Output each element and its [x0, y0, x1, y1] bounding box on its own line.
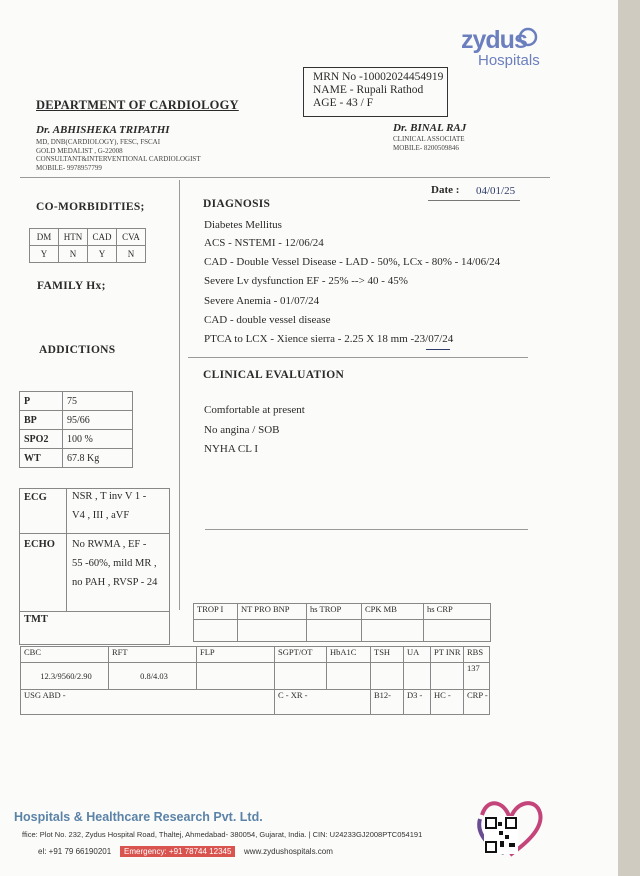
comorbidities-title: CO-MORBIDITIES;	[36, 201, 145, 213]
doctor2-designation: CLINICAL ASSOCIATE	[393, 135, 465, 143]
cm-value-cad: Y	[88, 246, 117, 263]
date-ink-underline	[426, 349, 450, 350]
crp-cell: CRP -	[464, 690, 490, 715]
ua-header: UA	[404, 647, 431, 663]
comorbidities-table	[29, 228, 146, 263]
comorbidities-value-row	[30, 246, 146, 263]
diagnosis-line: Diabetes Mellitus	[204, 219, 282, 231]
hc-cell: HC -	[431, 690, 464, 715]
cm-header-dm: DM	[30, 229, 59, 246]
usg-abd-cell: USG ABD -	[21, 690, 275, 715]
header-divider	[20, 177, 550, 178]
comorbidities-header-row	[30, 229, 146, 246]
vital-value-bp: 95/66	[63, 411, 133, 430]
doctor1-name: Dr. ABHISHEKA TRIPATHI	[36, 124, 170, 136]
d3-cell: D3 -	[404, 690, 431, 715]
footer-address: ffice: Plot No. 232, Zydus Hospital Road, Thaltej, Ahmedabad- 380054, Gujarat, India. | CIN: U24233GJ2008PTC054191	[22, 830, 423, 839]
footer-website: www.zydushospitals.com	[244, 847, 333, 856]
vital-value-spo2: 100 %	[63, 430, 133, 449]
diagnosis-line: Severe Lv dysfunction EF - 25% --> 40 - 45%	[204, 275, 408, 287]
echo-findings	[72, 535, 157, 592]
brand-logo-sub: Hospitals	[478, 52, 540, 69]
cm-header-cad: CAD	[88, 229, 117, 246]
ecg-divider	[19, 533, 170, 534]
vitals-table	[19, 391, 133, 468]
cm-header-htn: HTN	[59, 229, 88, 246]
trop-i-header: TROP I	[194, 604, 238, 620]
date-underline	[428, 200, 520, 201]
ecg-echo-divider	[66, 488, 67, 612]
hba1c-value	[327, 663, 371, 690]
ecg-label: ECG	[24, 492, 47, 503]
lab-extra-row	[21, 690, 490, 715]
vitals-row	[20, 392, 133, 411]
cbc-value: 12.3/9560/2.90	[21, 663, 109, 690]
vital-key-spo2: SPO2	[20, 430, 63, 449]
column-divider	[179, 180, 180, 610]
cbc-header: CBC	[21, 647, 109, 663]
ua-value	[404, 663, 431, 690]
clinical-line: No angina / SOB	[204, 424, 280, 436]
ecg-findings	[72, 487, 146, 525]
diagnosis-divider	[188, 357, 528, 358]
flp-header: FLP	[197, 647, 275, 663]
cardiac-markers-header-row	[194, 604, 491, 620]
cxr-cell: C - XR -	[275, 690, 371, 715]
clinical-line: NYHA CL I	[204, 443, 258, 455]
lab-header-row	[21, 647, 490, 663]
date-label: Date :	[431, 184, 460, 196]
cm-value-dm: Y	[30, 246, 59, 263]
rft-header: RFT	[109, 647, 197, 663]
flp-value	[197, 663, 275, 690]
doctor2-name: Dr. BINAL RAJ	[393, 122, 467, 134]
diagnosis-line: Severe Anemia - 01/07/24	[204, 295, 320, 307]
echo-line-2: 55 -60%, mild MR ,	[72, 558, 157, 569]
brand-logo-icon	[518, 27, 538, 47]
patient-name: NAME - Rupali Rathod	[313, 84, 424, 96]
vitals-row	[20, 449, 133, 468]
addictions-title: ADDICTIONS	[39, 344, 116, 356]
ecg-line-2: V4 , III , aVF	[72, 510, 130, 521]
doctor1-mobile: MOBILE- 9978957799	[36, 163, 102, 172]
footer-company: Hospitals & Healthcare Research Pvt. Ltd.	[14, 810, 263, 824]
doctor2-mobile: MOBILE- 8200509846	[393, 143, 459, 152]
diagnosis-line: PTCA to LCX - Xience sierra - 2.25 X 18 mm -23/07/24	[204, 333, 454, 345]
echo-line-3: no PAH , RVSP - 24	[72, 577, 158, 588]
clinical-divider	[205, 529, 528, 530]
vital-key-bp: BP	[20, 411, 63, 430]
vital-value-wt: 67.8 Kg	[63, 449, 133, 468]
cm-header-cva: CVA	[117, 229, 146, 246]
tsh-value	[371, 663, 404, 690]
clinical-evaluation-title: CLINICAL EVALUATION	[203, 369, 345, 381]
doctor1-medal: GOLD MEDALIST , G-22008	[36, 146, 123, 155]
pt-inr-value	[431, 663, 464, 690]
hba1c-header: HbA1C	[327, 647, 371, 663]
clinical-line: Comfortable at present	[204, 404, 305, 416]
brand-logo-text: zydus	[461, 26, 527, 54]
cardiac-markers-table	[193, 603, 491, 642]
scan-background	[618, 0, 640, 876]
sgpt-value	[275, 663, 327, 690]
vitals-row	[20, 430, 133, 449]
patient-info-box	[303, 67, 448, 117]
ecg-line-1: NSR , T inv V 1 -	[72, 491, 147, 502]
diagnosis-line: ACS - NSTEMI - 12/06/24	[204, 237, 324, 249]
diagnosis-line: CAD - double vessel disease	[204, 314, 331, 326]
department-title: DEPARTMENT OF CARDIOLOGY	[36, 98, 239, 112]
vital-value-p: 75	[63, 392, 133, 411]
family-history-title: FAMILY Hx;	[37, 280, 106, 292]
footer-phone: el: +91 79 66190201	[38, 847, 112, 856]
footer-emergency: Emergency: +91 78744 12345	[120, 846, 235, 857]
tmt-label: TMT	[24, 614, 48, 625]
doctor1-qualification: MD, DNB(CARDIOLOGY), FESC, FSCAI	[36, 138, 161, 146]
vital-key-p: P	[20, 392, 63, 411]
hs-trop-header: hs TROP	[307, 604, 362, 620]
tsh-header: TSH	[371, 647, 404, 663]
echo-line-1: No RWMA , EF -	[72, 539, 147, 550]
patient-age: AGE - 43 / F	[313, 97, 374, 109]
mrn-number: MRN No -10002024454919	[313, 71, 444, 83]
sgpt-header: SGPT/OT	[275, 647, 327, 663]
qr-code-icon	[484, 816, 518, 854]
diagnosis-line: CAD - Double Vessel Disease - LAD - 50%, LCx - 80% - 14/06/24	[204, 256, 501, 268]
rbs-value: 137	[464, 663, 490, 690]
nt-pro-bnp-header: NT PRO BNP	[238, 604, 307, 620]
doctor1-details	[36, 138, 201, 172]
rft-value: 0.8/4.03	[109, 663, 197, 690]
date-value: 04/01/25	[476, 185, 516, 197]
lab-value-row	[21, 663, 490, 690]
hs-crp-header: hs CRP	[424, 604, 491, 620]
diagnosis-title: DIAGNOSIS	[203, 198, 271, 210]
vital-key-wt: WT	[20, 449, 63, 468]
cm-value-htn: N	[59, 246, 88, 263]
rbs-header: RBS	[464, 647, 490, 663]
vitals-row	[20, 411, 133, 430]
echo-label: ECHO	[24, 539, 55, 550]
echo-divider	[19, 611, 170, 612]
cpk-mb-header: CPK MB	[362, 604, 424, 620]
cm-value-cva: N	[117, 246, 146, 263]
doctor1-designation: CONSULTANT&INTERVENTIONAL CARDIOLOGIST	[36, 155, 201, 163]
pt-inr-header: PT INR	[431, 647, 464, 663]
b12-cell: B12-	[371, 690, 404, 715]
cardiac-markers-value-row	[194, 620, 491, 642]
lab-results-table	[20, 646, 490, 715]
doctor2-details	[393, 135, 465, 152]
